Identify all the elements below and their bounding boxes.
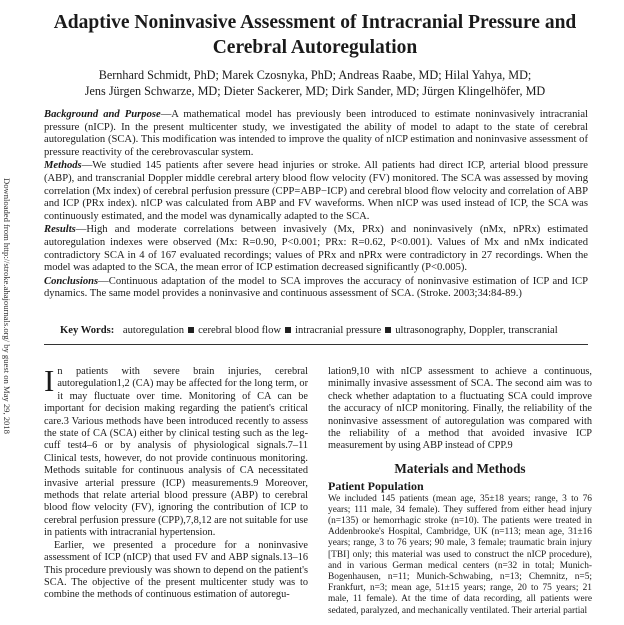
section-heading: Materials and Methods	[394, 460, 526, 476]
abstract-background	[44, 109, 588, 159]
body-column-left	[44, 363, 308, 602]
abstract-conclusions-head: Conclusions	[44, 275, 99, 287]
abstract-results	[44, 224, 588, 274]
side-download-note	[0, 178, 18, 578]
abstract-results-head: Results	[44, 224, 76, 236]
keyword-item: ultrasonography, Doppler, transcranial	[395, 325, 558, 336]
abstract-conclusions	[44, 276, 588, 301]
bullet-square-icon	[285, 327, 291, 333]
body-column-right	[328, 366, 592, 617]
abstract-methods	[44, 160, 588, 223]
patient-population-paragraph: We included 145 patients (mean age, 35±18 years; range, 3 to 76 years; 111 male, 34 female). They suffered from either head injury (n=135) or hemorrhagic stroke (n=10). The patients were treated in Addenbrooke's Hospital, Cambridge, UK (n=113; mean age, 31±16 years; range, 3 to 76 years; 90 male, 3 female; traumatic brain injury [TBI] only; this material was used to construct the nICP procedure), and in various German medical centers (n=32 in total; Munich-Bogenhausen, n=11; Munich-Schwabing, n=13; Chemnitz, n=5; Frankfurt, n=3; mean age, 51±15 years; range, 20 to 75 years; 21 male, 11 female). At the time of data recording, all patients were sedated, paralyzed, and mechanically ventilated. Their arterial partial	[328, 493, 592, 616]
subsection-heading: Patient Population	[328, 479, 424, 494]
intro-paragraph-3: lation9,10 with nICP assessment to achieve a continuous, minimally invasive assessment of SCA. The second aim was to check whether adaptation to a fluctuating SCA could improve the accuracy of nICP monitoring. Finally, the reliability of the noninvasive assessment of autoregulation was compared with the reliability of a method that avoided invasive ICP measurement by using ABP instead of CPP.9	[328, 366, 592, 452]
abstract-background-text: —A mathematical model has previously been introduced to estimate noninvasively intracranial pressure (nICP). In the present multicenter study, we investigated the ability of model to adapt to the state of cerebral autoregulation (SCA). This modification was intended to improve the quality of nICP estimation and noninvasive assessment of pressure reactivity of the cerebrovascular system.	[44, 109, 588, 158]
abstract-results-text: —High and moderate correlations between invasively (Mx, PRx) and noninvasively (nMx, nPRx) estimated autoregulation indexes were observed (Mx: R=0.90, P<0.001; PRx: R=0.62, P<0.001). Values of Mx and nMx indicated contradictory SCA in 4 of 167 evaluated recordings; values of PRx and nPRx were contradictory in 27 recordings. When the model was adapted to the SCA, the mean error of ICP estimation decreased significantly (P<0.005).	[44, 224, 588, 274]
author-list	[30, 67, 600, 99]
bullet-square-icon	[188, 327, 194, 333]
keyword-item: intracranial pressure	[295, 325, 382, 336]
bullet-square-icon	[385, 327, 391, 333]
keyword-item: cerebral blood flow	[198, 325, 282, 336]
abstract-methods-head: Methods	[44, 160, 82, 172]
abstract-conclusions-text: —Continuous adaptation of the model to SCA improves the accuracy of noninvasive estimation of ICP and ICP dynamics. The same model provides a noninvasive and continuous assessment of SCA. (Stroke. 2003;34:84-89.)	[44, 275, 588, 300]
intro-paragraph-1	[44, 363, 308, 540]
intro-paragraph-2: Earlier, we presented a procedure for a noninvasive assessment of ICP (nICP) that used FV and ABP signals.13–16 This procedure previously was shown to depend on the patient's SCA. The objective of the present multicenter study was to combine the methods of continuous estimation of autoregu-	[44, 539, 308, 601]
drop-cap: I	[44, 363, 55, 398]
intro-paragraph-1-text: n patients with severe brain injuries, cerebral autoregulation1,2 (CA) may be affected for the long term, or it may fluctuate over time. Monitoring of CA can be important for decision making regarding the patient's critical care.3 Various methods have been introduced recently to assess the state of CA (SCA) either by clinical testing such as the leg-cuff test4–6 or by analysis of physiological signals.7–11 Clinical tests, however, do not provide continuous monitoring. Methods suitable for continuous analysis of CA necessitated invasive arterial pressure (ICP) measurements.9 Moreover, methods that relate arterial blood pressure (ABP) to cerebral blood flow velocity (FV), ignoring the contribution of ICP to cerebral perfusion pressure (CPP),7,8,12 are not suitable for use in patients with intracranial hypertension.	[44, 366, 308, 539]
abstract	[44, 109, 588, 302]
keywords-head: Key Words:	[60, 325, 115, 336]
paper-title: Adaptive Noninvasive Assessment of Intracranial Pressure and Cerebral Autoregulation	[53, 12, 577, 58]
authors-line-1: Bernhard Schmidt, PhD; Marek Czosnyka, PhD; Andreas Raabe, MD; Hilal Yahya, MD;	[98, 68, 532, 82]
abstract-background-head: Background and Purpose	[44, 109, 161, 120]
keyword-item: autoregulation	[122, 325, 185, 336]
abstract-divider	[44, 344, 588, 345]
authors-line-2: Jens Jürgen Schwarze, MD; Dieter Sackerer, MD; Dirk Sander, MD; Jürgen Klingelhöfer, MD	[84, 84, 546, 98]
keywords	[60, 324, 600, 337]
abstract-methods-text: —We studied 145 patients after severe head injuries or stroke. All patients had direct ICP, arterial blood pressure (ABP), and transcranial Doppler middle cerebral artery blood flow velocity (FV) monitored. The SCA was assessed by moving correlation (Mx index) of cerebral perfusion pressure (CPP=ABP−ICP) and cerebral blood flow velocity and correlation of ABP and ICP (PRx index). nICP was calculated from ABP and FV waveforms. When nICP was used instead of ICP, the SCA was continuously estimated, and the model was dynamically adapted to the SCA.	[44, 160, 588, 222]
side-download-text: Downloaded from http://stroke.ahajournals.org/ by guest on May 29, 2018	[2, 178, 12, 434]
